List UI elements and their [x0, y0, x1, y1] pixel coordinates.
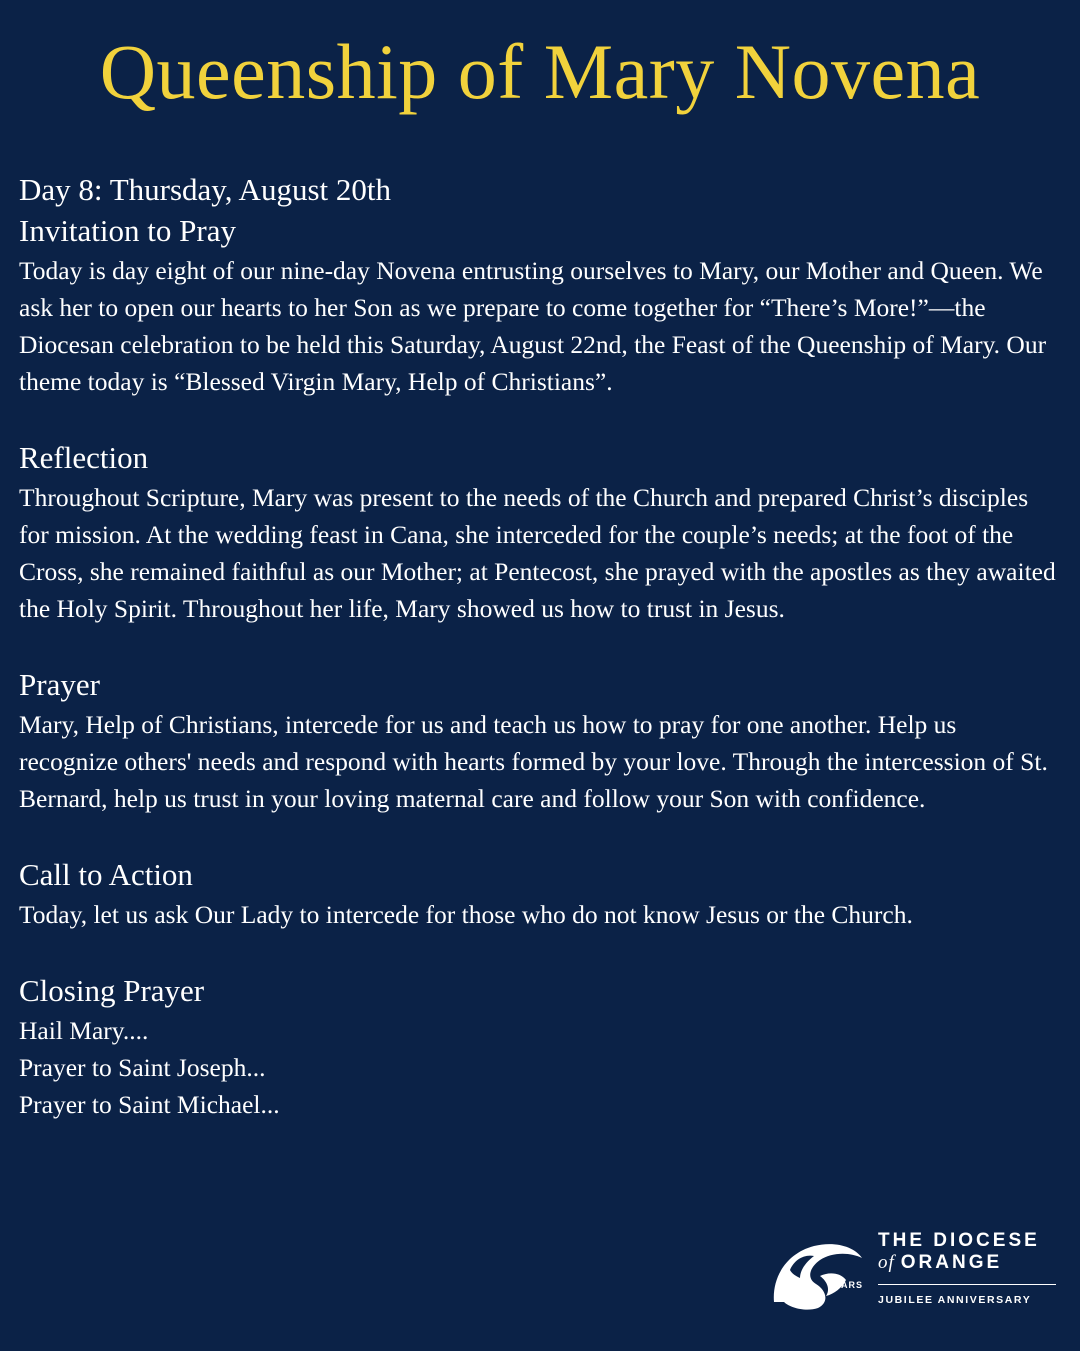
closing-line: Hail Mary.... — [19, 1016, 149, 1045]
logo-divider — [878, 1284, 1056, 1285]
section-heading: Closing Prayer — [19, 973, 205, 1008]
section-text: Today, let us ask Our Lady to intercede for those who do not know Jesus or the Church. — [19, 900, 913, 929]
section-invitation — [19, 210, 1059, 400]
novena-content — [19, 170, 1059, 1123]
section-reflection — [19, 437, 1059, 627]
section-text: Throughout Scripture, Mary was present to the needs of the Church and prepared Christ’s disciples for mission. At the wedding feast in Cana, she interceded for the couple’s needs; at the foot of the Cross, she remained faithful as our Mother; at Pentecost, she prayed with the apostles as they awaited the Holy Spirit. Throughout her life, Mary showed us how to trust in Jesus. — [19, 483, 1056, 623]
org-name-of: of — [878, 1252, 895, 1273]
section-heading: Reflection — [19, 440, 149, 475]
org-name-orange: ORANGE — [900, 1252, 1003, 1273]
section-closing-prayer — [19, 970, 1059, 1123]
section-heading: Prayer — [19, 667, 100, 702]
closing-line: Prayer to Saint Joseph... — [19, 1053, 266, 1082]
section-prayer — [19, 664, 1059, 817]
jubilee-50-mark-icon — [770, 1232, 870, 1310]
section-call-to-action — [19, 854, 1059, 933]
years-label: YEARS — [827, 1280, 864, 1290]
logo-tagline: JUBILEE ANNIVERSARY — [878, 1294, 1032, 1306]
org-name-line2 — [878, 1252, 1002, 1274]
section-heading: Invitation to Pray — [19, 213, 236, 248]
org-name-line1: THE DIOCESE — [878, 1230, 1040, 1251]
day-line: Day 8: Thursday, August 20th — [19, 172, 391, 207]
closing-line: Prayer to Saint Michael... — [19, 1090, 280, 1119]
section-heading: Call to Action — [19, 857, 193, 892]
diocese-logo — [770, 1228, 1060, 1313]
section-text: Mary, Help of Christians, intercede for us and teach us how to pray for one another. Help us recognize others' needs and respond with hearts formed by your love. Through the intercession of St. Bernard, help us trust in your loving maternal care and follow your Son with confidence. — [19, 710, 1048, 813]
page-title: Queenship of Mary Novena — [99, 28, 981, 115]
section-text: Today is day eight of our nine-day Novena entrusting ourselves to Mary, our Mother and Queen. We ask her to open our hearts to her Son as we prepare to come together for “There’s More!”—the Diocesan celebration to be held this Saturday, August 22nd, the Feast of the Queenship of Mary. Our theme today is “Blessed Virgin Mary, Help of Christians”. — [19, 256, 1047, 396]
